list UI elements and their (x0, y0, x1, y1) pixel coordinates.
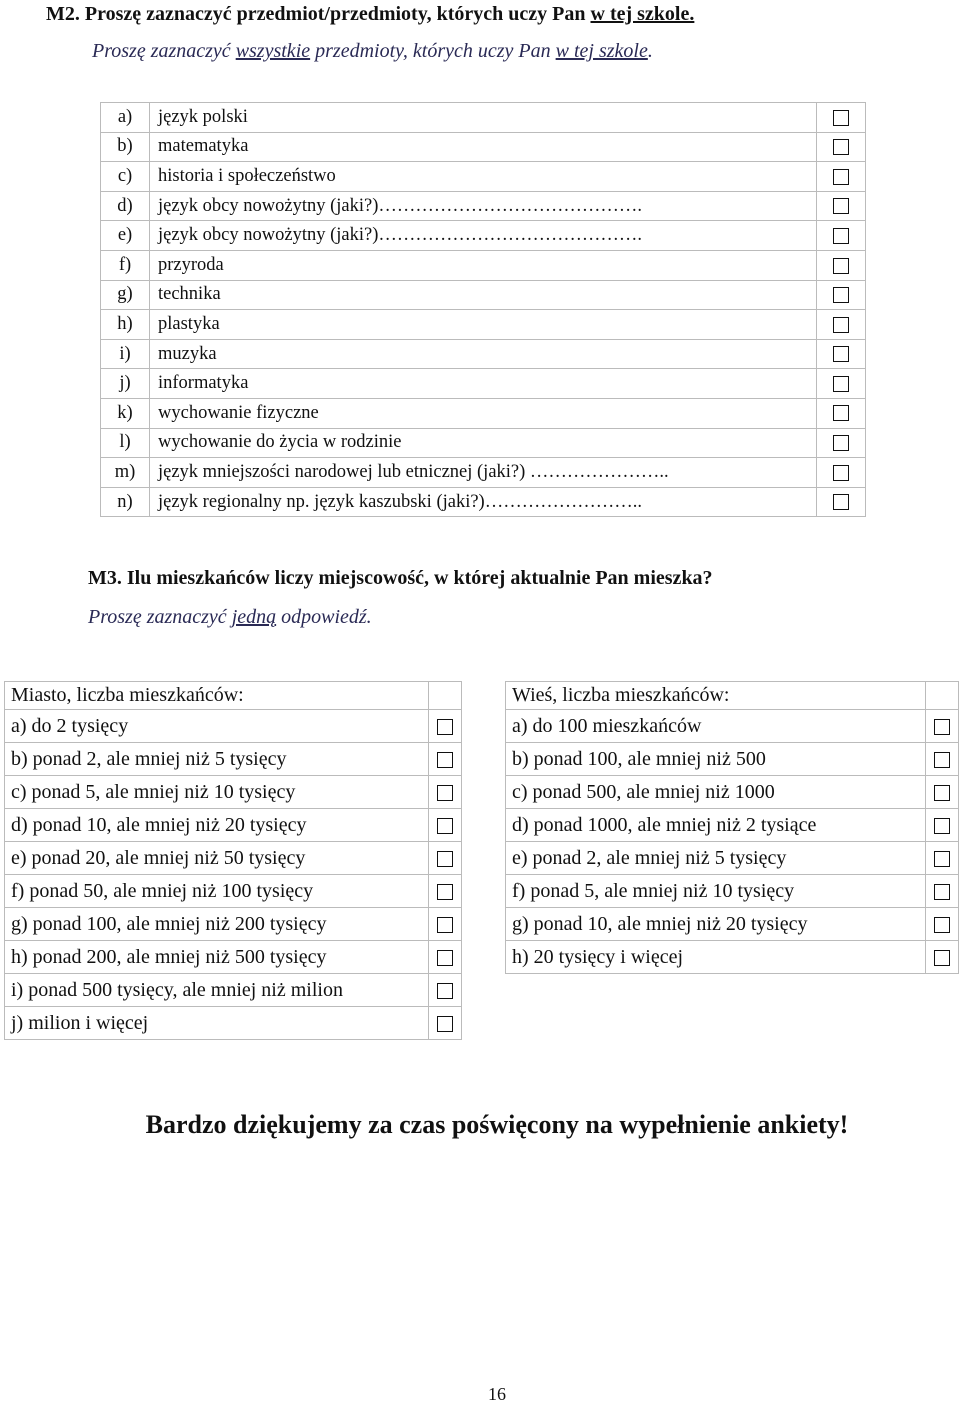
m3-city-option-checkbox-cell (429, 974, 462, 1007)
m2-subject-checkbox[interactable] (833, 169, 849, 185)
m3-village-option-checkbox[interactable] (934, 818, 950, 834)
m3-city-option-label: e) ponad 20, ale mniej niż 50 tysięcy (5, 842, 429, 875)
m3-city-option-checkbox[interactable] (437, 1016, 453, 1032)
m2-subject-row (101, 310, 866, 340)
m2-instruction-emph: w tej szkole (555, 40, 648, 62)
m2-subject-label: historia i społeczeństwo (150, 162, 817, 192)
m2-subject-row (101, 398, 866, 428)
m2-subject-checkbox-cell (817, 310, 866, 340)
m3-city-option-checkbox-cell (429, 710, 462, 743)
m3-village-header: Wieś, liczba mieszkańców: (506, 682, 926, 710)
m3-city-option-row (5, 1007, 462, 1040)
m3-instruction (88, 606, 372, 629)
m3-title: M3. Ilu mieszkańców liczy miejscowość, w której aktualnie Pan mieszka? (88, 567, 713, 589)
m2-instruction (92, 40, 653, 63)
m3-village-option-label: f) ponad 5, ale mniej niż 10 tysięcy (506, 875, 926, 908)
m2-subject-checkbox-cell (817, 250, 866, 280)
m2-subject-letter: n) (101, 487, 150, 517)
m3-village-option-label: e) ponad 2, ale mniej niż 5 tysięcy (506, 842, 926, 875)
m2-subject-label: język obcy nowożytny (jaki?)……………………………………. (150, 191, 817, 221)
m3-city-option-row (5, 875, 462, 908)
m2-subject-row (101, 221, 866, 251)
m2-subject-checkbox-cell (817, 103, 866, 133)
m3-village-option-checkbox[interactable] (934, 884, 950, 900)
m2-title-underlined: w tej szkole. (590, 3, 695, 25)
m3-city-option-checkbox-cell (429, 743, 462, 776)
m3-village-option-checkbox-cell (926, 776, 959, 809)
m3-city-option-checkbox[interactable] (437, 884, 453, 900)
page-number: 16 (488, 1384, 506, 1404)
m3-village-option-checkbox[interactable] (934, 917, 950, 933)
m2-instruction-emph: wszystkie (235, 40, 311, 62)
m3-village-option-checkbox[interactable] (934, 752, 950, 768)
m3-village-header-box-cell (926, 682, 959, 710)
m2-subject-label: przyroda (150, 250, 817, 280)
m2-subject-checkbox[interactable] (833, 198, 849, 214)
m3-village-option-checkbox[interactable] (934, 785, 950, 801)
m2-subject-row (101, 339, 866, 369)
m3-village-option-checkbox[interactable] (934, 851, 950, 867)
m3-village-option-checkbox-cell (926, 710, 959, 743)
m2-subject-checkbox[interactable] (833, 346, 849, 362)
m3-city-option-label: f) ponad 50, ale mniej niż 100 tysięcy (5, 875, 429, 908)
m3-city-option-checkbox-cell (429, 941, 462, 974)
m3-village-option-checkbox[interactable] (934, 719, 950, 735)
m2-subject-letter: l) (101, 428, 150, 458)
m3-city-header: Miasto, liczba mieszkańców: (5, 682, 429, 710)
m2-subject-checkbox-cell (817, 280, 866, 310)
m2-subject-row (101, 162, 866, 192)
m3-village-option-label: d) ponad 1000, ale mniej niż 2 tysiące (506, 809, 926, 842)
m2-subject-checkbox-cell (817, 487, 866, 517)
m2-subject-checkbox[interactable] (833, 139, 849, 155)
m3-city-option-label: j) milion i więcej (5, 1007, 429, 1040)
m3-village-option-row (506, 941, 959, 974)
m3-city-option-checkbox[interactable] (437, 917, 453, 933)
m2-subject-checkbox-cell (817, 132, 866, 162)
m2-subject-letter: m) (101, 458, 150, 488)
m3-village-option-label: h) 20 tysięcy i więcej (506, 941, 926, 974)
m2-subject-row (101, 250, 866, 280)
m2-subject-checkbox[interactable] (833, 258, 849, 274)
m3-city-option-checkbox[interactable] (437, 950, 453, 966)
m3-city-option-row (5, 809, 462, 842)
m3-city-option-checkbox[interactable] (437, 785, 453, 801)
m2-title (46, 3, 694, 26)
m3-city-option-label: d) ponad 10, ale mniej niż 20 tysięcy (5, 809, 429, 842)
m2-subject-label: język polski (150, 103, 817, 133)
m2-subject-row (101, 103, 866, 133)
m2-instruction-part: . (647, 40, 653, 62)
m2-subject-checkbox[interactable] (833, 317, 849, 333)
m3-village-option-checkbox-cell (926, 809, 959, 842)
m2-subject-checkbox[interactable] (833, 405, 849, 421)
m3-village-option-checkbox-cell (926, 941, 959, 974)
m2-subject-label: muzyka (150, 339, 817, 369)
m2-subject-letter: h) (101, 310, 150, 340)
m3-city-option-row (5, 974, 462, 1007)
m3-city-option-checkbox-cell (429, 842, 462, 875)
m2-subject-letter: j) (101, 369, 150, 399)
m2-subject-letter: a) (101, 103, 150, 133)
m2-subject-row (101, 280, 866, 310)
m2-subject-row (101, 191, 866, 221)
m3-village-table (505, 681, 959, 974)
m3-city-table (4, 681, 462, 1040)
m3-village-option-label: c) ponad 500, ale mniej niż 1000 (506, 776, 926, 809)
m3-village-option-row (506, 809, 959, 842)
m3-city-option-row (5, 842, 462, 875)
m3-instruction-part: odpowiedź. (276, 606, 372, 628)
m2-subject-checkbox-cell (817, 191, 866, 221)
m3-city-option-checkbox[interactable] (437, 983, 453, 999)
m2-subject-letter: i) (101, 339, 150, 369)
m3-village-option-row (506, 710, 959, 743)
m3-city-header-box-cell (429, 682, 462, 710)
m3-city-option-checkbox-cell (429, 809, 462, 842)
m2-subject-letter: c) (101, 162, 150, 192)
m2-subject-label: wychowanie fizyczne (150, 398, 817, 428)
m3-instruction-emph: jedną (231, 606, 277, 628)
m3-city-option-checkbox-cell (429, 908, 462, 941)
m2-subject-checkbox-cell (817, 162, 866, 192)
m2-subject-row (101, 369, 866, 399)
m2-subject-letter: d) (101, 191, 150, 221)
m2-subject-checkbox[interactable] (833, 287, 849, 303)
m3-city-option-row (5, 908, 462, 941)
m2-subject-checkbox-cell (817, 428, 866, 458)
m2-subject-row (101, 132, 866, 162)
m2-subject-letter: b) (101, 132, 150, 162)
m3-city-option-label: c) ponad 5, ale mniej niż 10 tysięcy (5, 776, 429, 809)
m2-subject-letter: g) (101, 280, 150, 310)
m2-subject-label: technika (150, 280, 817, 310)
m3-city-option-label: g) ponad 100, ale mniej niż 200 tysięcy (5, 908, 429, 941)
m2-instruction-part: przedmioty, których uczy Pan (310, 40, 556, 62)
m3-city-option-row (5, 710, 462, 743)
m2-subjects-table (100, 102, 866, 517)
m2-title-text: M2. Proszę zaznaczyć przedmiot/przedmioty, których uczy Pan (46, 3, 591, 25)
m3-village-option-row (506, 776, 959, 809)
m2-subject-label: wychowanie do życia w rodzinie (150, 428, 817, 458)
m3-village-option-checkbox-cell (926, 875, 959, 908)
m2-subject-row (101, 428, 866, 458)
m2-subject-letter: k) (101, 398, 150, 428)
m3-city-option-checkbox-cell (429, 875, 462, 908)
m3-city-option-checkbox[interactable] (437, 719, 453, 735)
closing-message: Bardzo dziękujemy za czas poświęcony na wypełnienie ankiety! (145, 1110, 849, 1139)
m2-subject-checkbox-cell (817, 398, 866, 428)
m3-city-option-checkbox[interactable] (437, 818, 453, 834)
m3-city-header-row (5, 682, 462, 710)
m2-subject-label: język obcy nowożytny (jaki?)……………………………………. (150, 221, 817, 251)
m2-subject-row (101, 458, 866, 488)
m2-subject-checkbox[interactable] (833, 465, 849, 481)
m3-village-header-row (506, 682, 959, 710)
m3-city-option-row (5, 941, 462, 974)
m2-subject-checkbox-cell (817, 221, 866, 251)
m2-subject-checkbox[interactable] (833, 435, 849, 451)
m3-village-option-checkbox-cell (926, 842, 959, 875)
m2-subject-label: język regionalny np. język kaszubski (jaki?)…………………….. (150, 487, 817, 517)
m3-city-option-checkbox-cell (429, 1007, 462, 1040)
m2-subject-checkbox-cell (817, 369, 866, 399)
m3-village-option-row (506, 875, 959, 908)
m3-village-option-label: a) do 100 mieszkańców (506, 710, 926, 743)
m2-subject-checkbox[interactable] (833, 110, 849, 126)
m2-subject-label: język mniejszości narodowej lub etnicznej (jaki?) ………………….. (150, 458, 817, 488)
m2-subject-letter: e) (101, 221, 150, 251)
m2-subject-checkbox-cell (817, 339, 866, 369)
m3-village-option-row (506, 908, 959, 941)
m2-subject-checkbox[interactable] (833, 228, 849, 244)
m3-city-option-checkbox-cell (429, 776, 462, 809)
m2-instruction-part: Proszę zaznaczyć (92, 40, 236, 62)
m2-subject-checkbox[interactable] (833, 376, 849, 392)
m3-city-option-checkbox[interactable] (437, 752, 453, 768)
m3-city-option-label: h) ponad 200, ale mniej niż 500 tysięcy (5, 941, 429, 974)
m3-village-option-row (506, 842, 959, 875)
m2-subject-checkbox[interactable] (833, 494, 849, 510)
m2-subject-checkbox-cell (817, 458, 866, 488)
m3-village-option-checkbox[interactable] (934, 950, 950, 966)
m3-city-option-row (5, 743, 462, 776)
m3-village-option-label: b) ponad 100, ale mniej niż 500 (506, 743, 926, 776)
m2-subject-row (101, 487, 866, 517)
m3-village-option-checkbox-cell (926, 908, 959, 941)
m3-village-option-label: g) ponad 10, ale mniej niż 20 tysięcy (506, 908, 926, 941)
m3-city-option-label: a) do 2 tysięcy (5, 710, 429, 743)
m3-city-option-label: b) ponad 2, ale mniej niż 5 tysięcy (5, 743, 429, 776)
m3-city-option-label: i) ponad 500 tysięcy, ale mniej niż milion (5, 974, 429, 1007)
m2-subject-label: plastyka (150, 310, 817, 340)
m3-village-option-checkbox-cell (926, 743, 959, 776)
m3-city-option-row (5, 776, 462, 809)
m3-instruction-part: Proszę zaznaczyć (88, 606, 232, 628)
m2-subject-label: matematyka (150, 132, 817, 162)
m3-village-option-row (506, 743, 959, 776)
m2-subject-letter: f) (101, 250, 150, 280)
m3-city-option-checkbox[interactable] (437, 851, 453, 867)
m2-subject-label: informatyka (150, 369, 817, 399)
